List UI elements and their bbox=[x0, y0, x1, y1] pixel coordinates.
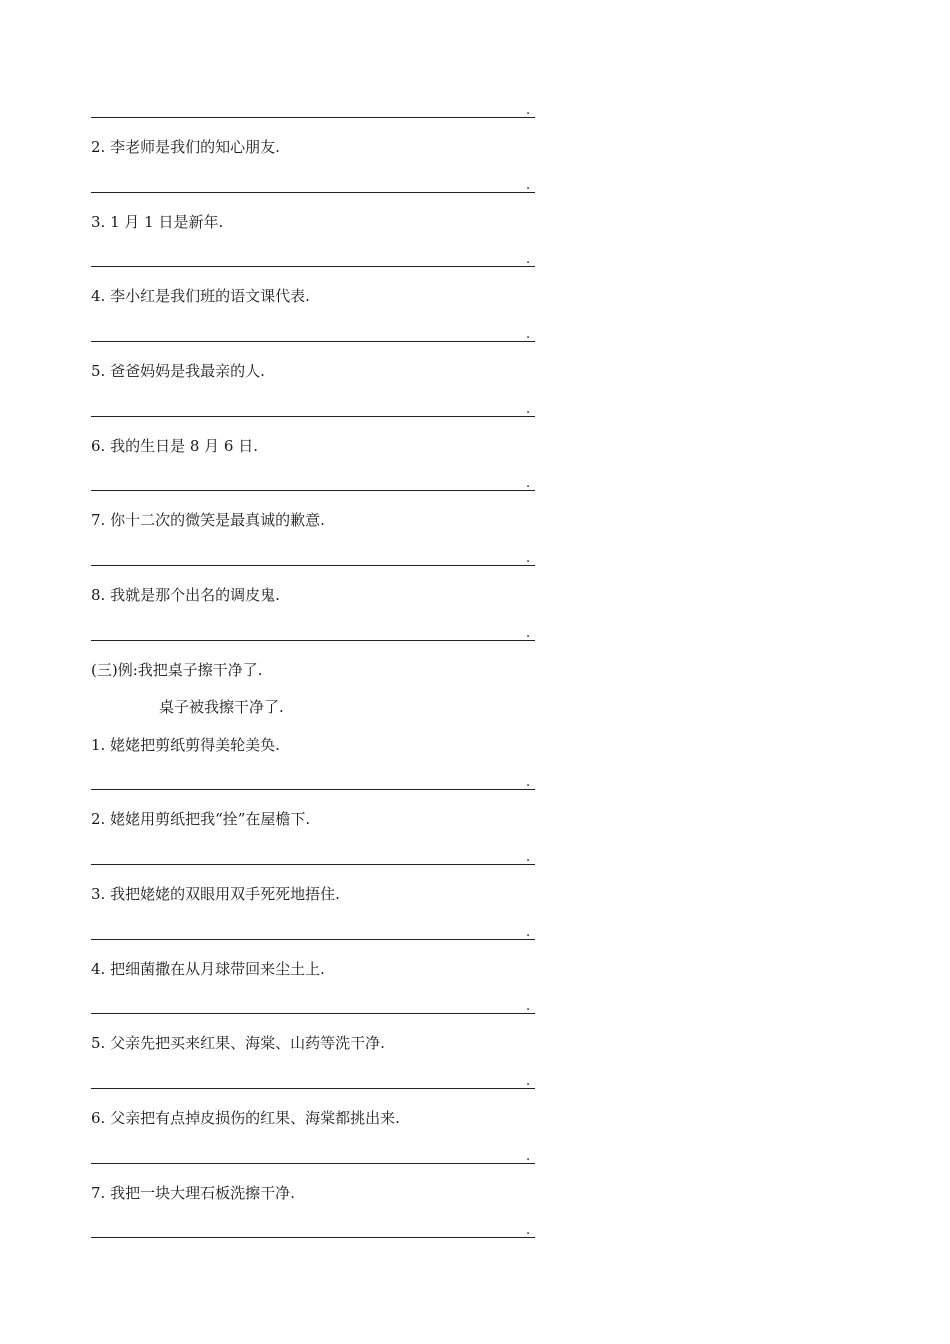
question-text: 7. 我把一块大理石板洗擦干净. bbox=[91, 1184, 295, 1202]
answer-line[interactable] bbox=[91, 565, 535, 566]
answer-line[interactable] bbox=[91, 640, 535, 641]
line-period: . bbox=[526, 476, 531, 491]
question-text: 3. 1 月 1 日是新年. bbox=[91, 213, 224, 231]
question-text: 6. 父亲把有点掉皮损伤的红果、海棠都挑出来. bbox=[91, 1109, 400, 1127]
line-period: . bbox=[526, 252, 531, 267]
line-period: . bbox=[526, 1074, 531, 1089]
question-text: 5. 爸爸妈妈是我最亲的人. bbox=[91, 362, 265, 380]
answer-line[interactable] bbox=[91, 192, 535, 193]
answer-line[interactable] bbox=[91, 1163, 535, 1164]
answer-line[interactable] bbox=[91, 266, 535, 267]
answer-line[interactable] bbox=[91, 1013, 535, 1014]
line-period: . bbox=[526, 775, 531, 790]
line-period: . bbox=[526, 1223, 531, 1238]
answer-line[interactable] bbox=[91, 490, 535, 491]
question-text: 1. 姥姥把剪纸剪得美轮美奂. bbox=[91, 736, 280, 754]
question-text: 8. 我就是那个出名的调皮鬼. bbox=[91, 586, 280, 604]
line-period: . bbox=[526, 327, 531, 342]
line-period: . bbox=[526, 178, 531, 193]
answer-line[interactable] bbox=[91, 939, 535, 940]
line-period: . bbox=[526, 850, 531, 865]
question-text: 4. 把细菌撒在从月球带回来尘土上. bbox=[91, 960, 325, 978]
line-period: . bbox=[526, 925, 531, 940]
question-text: 5. 父亲先把买来红果、海棠、山药等洗干净. bbox=[91, 1034, 385, 1052]
line-period: . bbox=[526, 1149, 531, 1164]
line-period: . bbox=[526, 999, 531, 1014]
question-text: 3. 我把姥姥的双眼用双手死死地捂住. bbox=[91, 885, 340, 903]
question-text: 7. 你十二次的微笑是最真诚的歉意. bbox=[91, 511, 325, 529]
question-text: 2. 李老师是我们的知心朋友. bbox=[91, 138, 280, 156]
answer-line[interactable] bbox=[91, 864, 535, 865]
question-text: 4. 李小红是我们班的语文课代表. bbox=[91, 287, 310, 305]
line-period: . bbox=[526, 551, 531, 566]
line-period: . bbox=[526, 402, 531, 417]
answer-line[interactable] bbox=[91, 117, 535, 118]
answer-line[interactable] bbox=[91, 416, 535, 417]
line-period: . bbox=[526, 103, 531, 118]
line-period: . bbox=[526, 626, 531, 641]
question-text: 6. 我的生日是 8 月 6 日. bbox=[91, 437, 259, 455]
answer-line[interactable] bbox=[91, 789, 535, 790]
example-answer: 桌子被我擦干净了. bbox=[159, 698, 284, 716]
answer-line[interactable] bbox=[91, 341, 535, 342]
answer-line[interactable] bbox=[91, 1237, 535, 1238]
question-text: 2. 姥姥用剪纸把我“拴”在屋檐下. bbox=[91, 810, 311, 828]
section-heading: (三)例:我把桌子擦干净了. bbox=[91, 661, 263, 679]
answer-line[interactable] bbox=[91, 1088, 535, 1089]
